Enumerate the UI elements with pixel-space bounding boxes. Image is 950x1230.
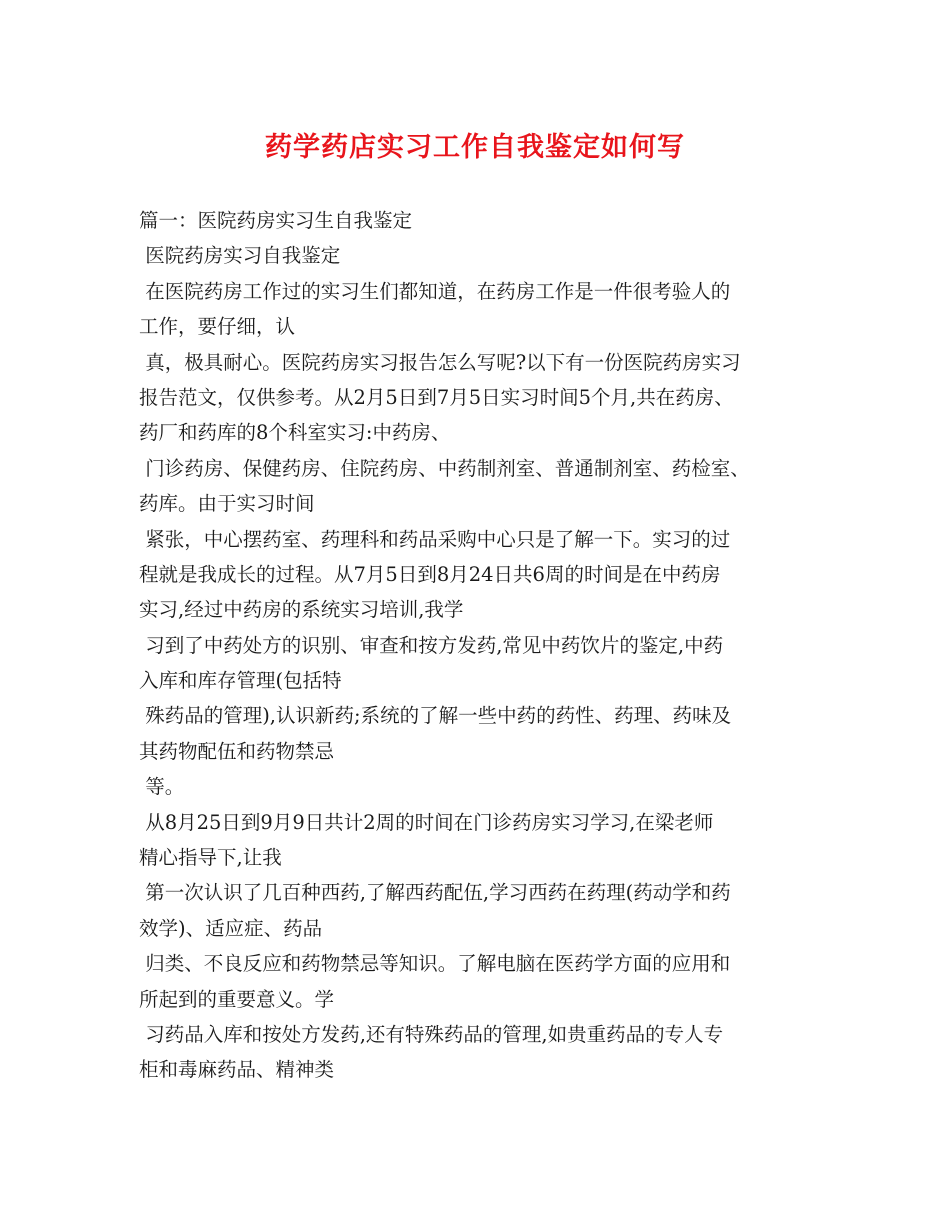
text-line: 效学)、适应症、药品 [139,916,323,940]
text-line: 药厂和药库的8个科室实习:中药房、 [139,421,451,445]
text-line: 从8月25日到9月9日共计2周的时间在门诊药房实习学习,在梁老师 [139,810,714,834]
text-line: 柜和毒麻药品、精神类 [139,1058,335,1082]
text-line: 工作，要仔细，认 [139,315,296,339]
text-line: 报告范文，仅供参考。从2月5日到7月5日实习时间5个月,共在药房、 [139,385,734,409]
text-line: 殊药品的管理),认识新药;系统的了解一些中药的药性、药理、药味及 [139,704,732,728]
text-line: 精心指导下,让我 [139,846,282,870]
text-line: 归类、不良反应和药物禁忌等知识。了解电脑在医药学方面的应用和 [139,952,731,976]
text-line: 篇一：医院药房实习生自我鉴定 [139,209,413,232]
text-line: 入库和库存管理(包括特 [139,669,342,693]
text-line: 其药物配伍和药物禁忌 [139,739,335,763]
text-line: 等。 [139,775,185,799]
text-line: 在医院药房工作过的实习生们都知道，在药房工作是一件很考验人的 [139,279,731,303]
text-line: 程就是我成长的过程。从7月5日到8月24日共6周的时间是在中药房 [139,562,721,586]
text-line: 真，极具耐心。医院药房实习报告怎么写呢?以下有一份医院药房实习 [139,350,741,374]
text-line: 紧张，中心摆药室、药理科和药品采购中心只是了解一下。实习的过 [139,527,731,551]
document-title: 药学药店实习工作自我鉴定如何写 [265,132,685,163]
text-line: 习药品入库和按处方发药,还有特殊药品的管理,如贵重药品的专人专 [139,1022,724,1046]
text-line: 习到了中药处方的识别、审查和按方发药,常见中药饮片的鉴定,中药 [139,633,724,657]
text-line: 所起到的重要意义。学 [139,987,335,1011]
text-line: 医院药房实习自我鉴定 [139,244,341,268]
text-line: 实习,经过中药房的系统实习培训,我学 [139,598,464,622]
text-line: 第一次认识了几百种西药,了解西药配伍,学习西药在药理(药动学和药 [139,881,731,905]
text-line: 门诊药房、保健药房、住院药房、中药制剂室、普通制剂室、药检室、 [139,456,750,480]
text-line: 药库。由于实习时间 [139,492,315,516]
document-body [139,203,839,1088]
